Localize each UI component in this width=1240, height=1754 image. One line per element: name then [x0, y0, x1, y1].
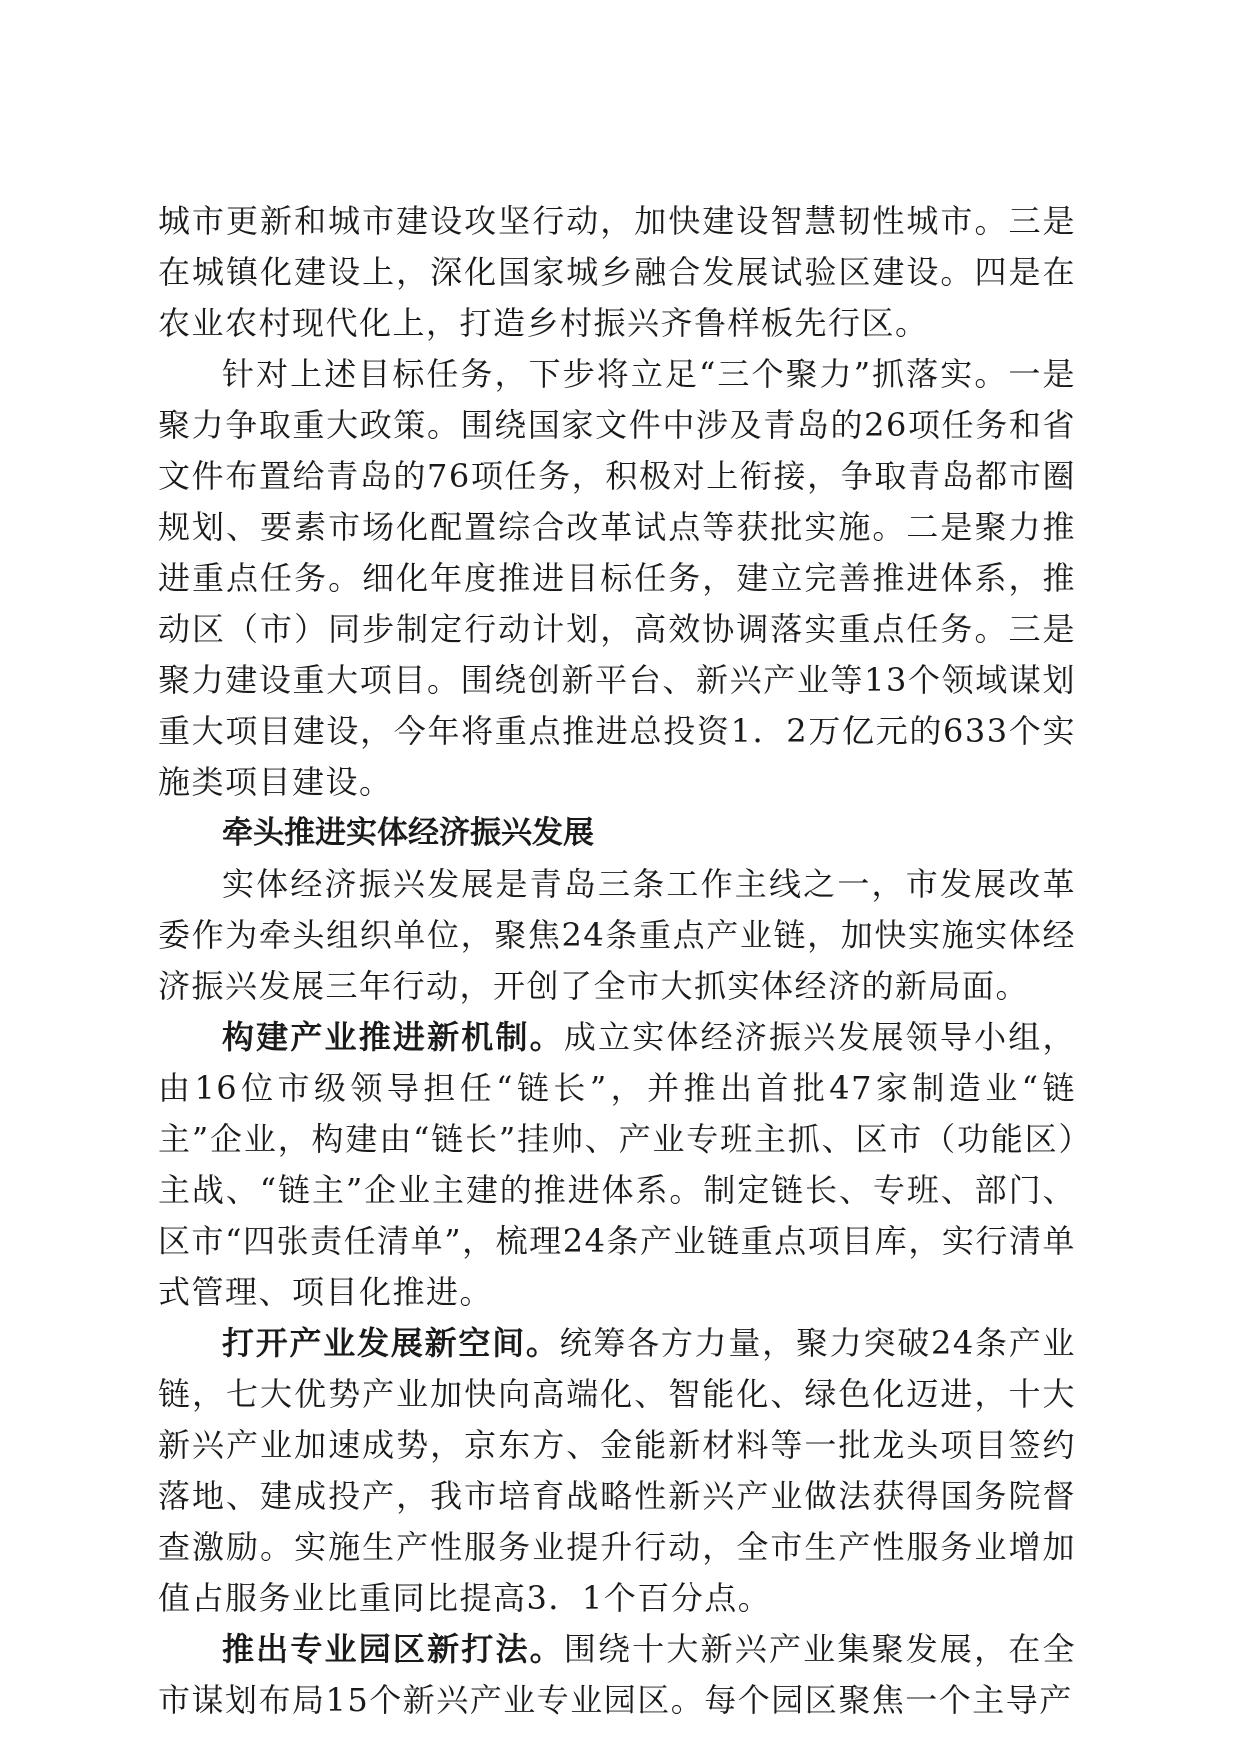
paragraph-lead: 推出专业园区新打法。	[222, 1630, 564, 1668]
paragraph-three-focus	[158, 349, 1076, 808]
paragraph-text: 围绕十大新兴产业集聚发展，在全市谋划布局15个新兴产业专业园区。每个园区聚焦一个主导产	[158, 1630, 1076, 1719]
paragraph-text: 城市更新和城市建设攻坚行动，加快建设智慧韧性城市。三是在城镇化建设上，深化国家城乡融合发展试验区建设。四是在农业农村现代化上，打造乡村振兴齐鲁样板先行区。	[158, 202, 1076, 342]
paragraph-text: 针对上述目标任务，下步将立足“三个聚力”抓落实。一是聚力争取重大政策。围绕国家文件中涉及青岛的26项任务和省文件布置给青岛的76项任务，积极对上衔接，争取青岛都市圈规划、要素市场化配置综合改革试点等获批实施。二是聚力推进重点任务。细化年度推进目标任务，建立完善推进体系，推动区（市）同步制定行动计划，高效协调落实重点任务。三是聚力建设重大项目。围绕创新平台、新兴产业等13个领域谋划重大项目建设，今年将重点推进总投资1．2万亿元的633个实施类项目建设。	[158, 355, 1076, 801]
paragraph-lead: 打开产业发展新空间。	[222, 1324, 560, 1362]
paragraph-lead: 构建产业推进新机制。	[222, 1018, 564, 1056]
paragraph-intro	[158, 859, 1076, 1012]
paragraph-text: 统筹各方力量，聚力突破24条产业链，七大优势产业加快向高端化、智能化、绿色化迈进，十大新兴产业加速成势，京东方、金能新材料等一批龙头项目签约落地、建成投产，我市培育战略性新兴产业做法获得国务院督查激励。实施生产性服务业提升行动，全市生产性服务业增加值占服务业比重同比提高3．1个百分点。	[158, 1324, 1076, 1617]
paragraph-mechanism	[158, 1012, 1076, 1318]
paragraph-text: 成立实体经济振兴发展领导小组，由16位市级领导担任“链长”，并推出首批47家制造业“链主”企业，构建由“链长”挂帅、产业专班主抓、区市（功能区）主战、“链主”企业主建的推进体系。制定链长、专班、部门、区市“四张责任清单”，梳理24条产业链重点项目库，实行清单式管理、项目化推进。	[158, 1018, 1076, 1311]
paragraph-continuation	[158, 196, 1076, 349]
paragraph-space	[158, 1318, 1076, 1624]
section-heading: 牵头推进实体经济振兴发展	[222, 815, 594, 851]
paragraph-text: 实体经济振兴发展是青岛三条工作主线之一，市发展改革委作为牵头组织单位，聚焦24条重点产业链，加快实施实体经济振兴发展三年行动，开创了全市大抓实体经济的新局面。	[158, 865, 1076, 1005]
document-page	[158, 196, 1076, 1726]
paragraph-parks	[158, 1624, 1076, 1726]
